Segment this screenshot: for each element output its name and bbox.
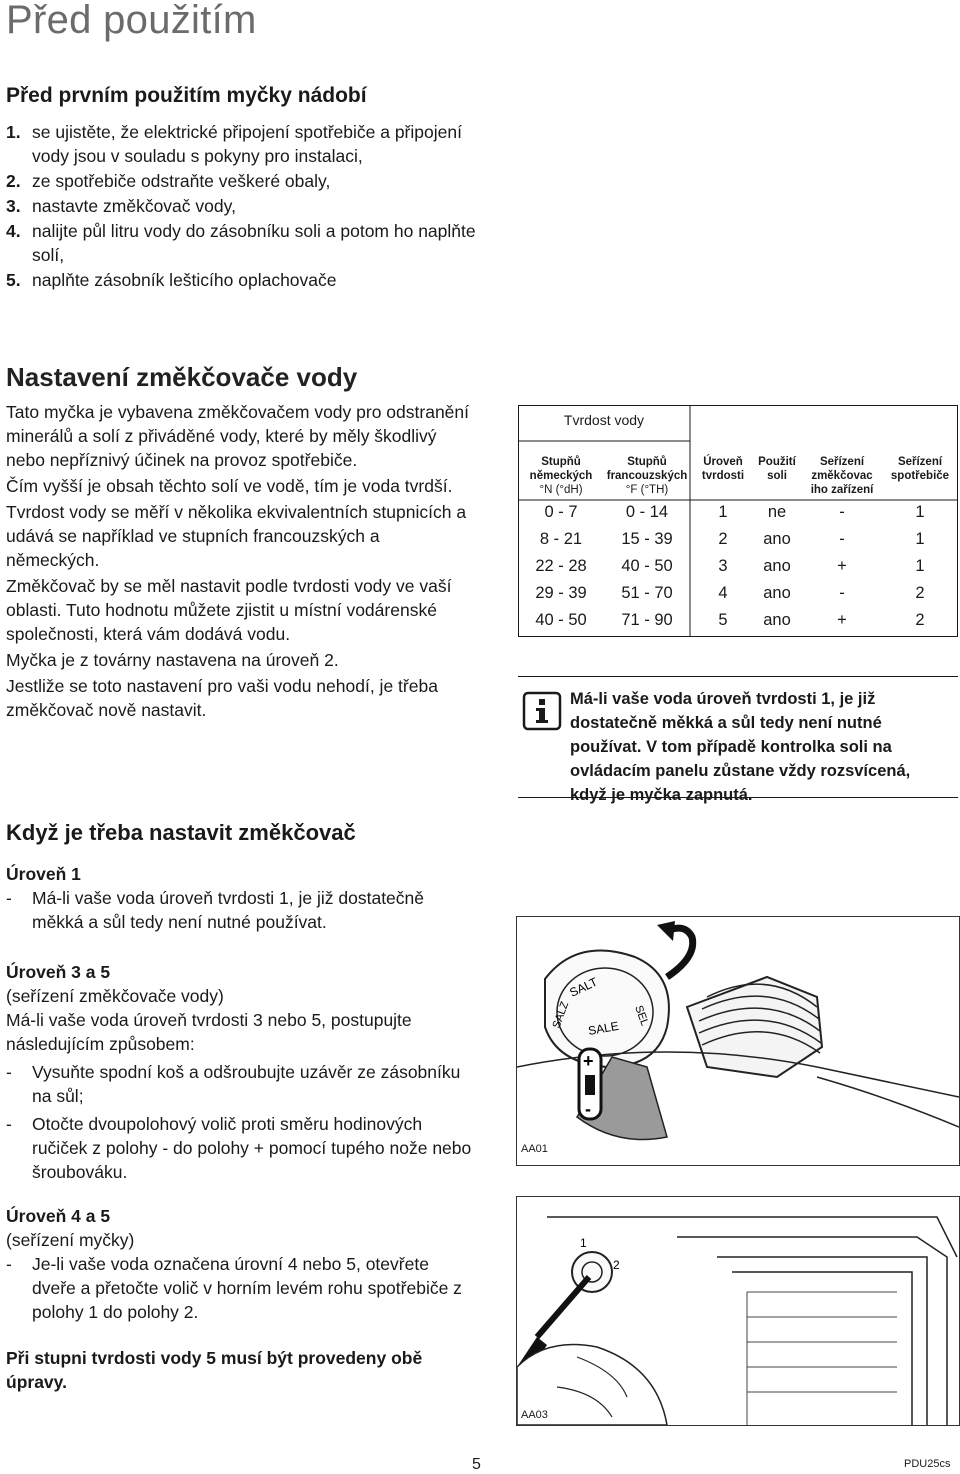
minus-symbol: -	[585, 1099, 591, 1119]
cap-text-sel: SEL	[632, 1003, 651, 1028]
paragraph: Tato myčka je vybavena změkčovačem vody pro odstranění minerálů a solí z přiváděné vody, které by měly škodlivý nebo nepříznivý účinek na provoz spotřebiče.	[6, 402, 469, 470]
col-header-appliance: Seřízení spotřebiče	[890, 456, 950, 482]
list-item: 4. nalijte půl litru vody do zásobníku soli a potom ho naplňte solí,	[6, 221, 476, 265]
level1-title: Úroveň 1	[6, 864, 81, 884]
list-item: - Má-li vaše voda úroveň tvrdosti 1, je již dostatečně měkká a sůl tedy není nutné používat.	[6, 888, 424, 932]
section2-body	[6, 400, 476, 724]
paragraph: Čím vyšší je obsah těchto solí ve vodě, tím je voda tvrdší.	[6, 476, 453, 496]
level1-block	[6, 862, 476, 934]
paragraph: Jestliže se toto nastavení pro vaši vodu nehodí, je třeba změkčovač nově nastavit.	[6, 676, 438, 720]
col-header-german: Stupňů německých °N (°dH)	[529, 456, 593, 496]
numbered-list	[6, 120, 476, 293]
paragraph: Tvrdost vody se měří v několika ekvivalentních stupnicích a udává se například ve stupních francouzských a německých.	[6, 502, 467, 570]
level35-subtitle: (seřízení změkčovače vody)	[6, 986, 224, 1006]
figure-salt-cap	[516, 916, 960, 1166]
section2-heading: Nastavení změkčovače vody	[6, 362, 358, 392]
door-illustration	[517, 1197, 959, 1425]
level35-title: Úroveň 3 a 5	[6, 962, 111, 982]
page-number: 5	[472, 1456, 481, 1473]
list-item: 1. se ujistěte, že elektrické připojení spotřebiče a připojení vody jsou v souladu s pokyny pro instalaci,	[6, 122, 462, 166]
list-item: - Otočte dvoupolohový volič proti směru hodinových ručiček z polohy - do polohy + pomocí tupého nože nebo šroubováku.	[6, 1114, 472, 1182]
info-text: Má-li vaše voda úroveň tvrdosti 1, je již dostatečně měkká a sůl tedy není nutné používat. V tom případě kontrolka soli na ovládacím panelu zůstane vždy rozsvícená, když je myčka zapnutá.	[570, 690, 911, 804]
dial-position-1: 1	[580, 1236, 587, 1250]
list-item: 3. nastavte změkčovač vody,	[6, 196, 236, 216]
list-item: - Je-li vaše voda označena úrovní 4 nebo 5, otevřete dveře a přetočte volič v horním levém rohu spotřebiče z polohy 1 do polohy 2.	[6, 1254, 462, 1322]
plus-symbol: +	[583, 1051, 594, 1071]
section3-heading: Když je třeba nastavit změkčovač	[6, 820, 356, 845]
list-item: - Vysuňte spodní koš a odšroubujte uzávěr ze zásobníku na sůl;	[6, 1062, 461, 1106]
level45-block	[6, 1204, 476, 1324]
level45-title: Úroveň 4 a 5	[6, 1206, 111, 1226]
level35-intro: Má-li vaše voda úroveň tvrdosti 3 nebo 5, postupujte následujícím způsobem:	[6, 1010, 412, 1054]
info-icon	[522, 691, 562, 731]
paragraph: Myčka je z továrny nastavena na úroveň 2.	[6, 650, 339, 670]
salt-cap-illustration	[517, 917, 959, 1165]
table-title: Tvrdost vody	[563, 412, 645, 428]
page-title: Před použitím	[6, 0, 257, 42]
level45-subtitle: (seřízení myčky)	[6, 1230, 135, 1250]
final-note: Při stupni tvrdosti vody 5 musí být provedeny obě úpravy.	[6, 1348, 423, 1392]
figure-label-aa03: AA03	[521, 1409, 548, 1421]
hardness-table: Tvrdost vody Stupňů německých °N (°dH) Stupňů francouzských °F (°TH) Úroveň tvrdosti Použití soli Seřízení změkčovac iho zařízení Seřízení spotřebiče 0 - 7 0 - 14 1 ne - 1 8 - 21 15 - 39 2 ano - 1 22 - 28 40 - 50 3 ano + 1 29 - 39 51 - 70 4 ano - 2 40 - 50 71 - 90 5 ano + 2	[518, 405, 958, 637]
cap-text-salz: SALZ	[550, 1000, 572, 1031]
figure-label-aa01: AA01	[521, 1143, 548, 1155]
col-header-salt: Použití soli	[758, 456, 796, 482]
info-note	[518, 676, 958, 804]
col-header-device: Seřízení změkčovac iho zařízení	[810, 456, 874, 496]
cap-text-salt: SALT	[567, 974, 600, 1000]
paragraph: Změkčovač by se měl nastavit podle tvrdosti vody ve vaší oblasti. Tuto hodnotu můžete zjistit u místní vodárenské společnosti, která vám dodává vodu.	[6, 576, 452, 644]
dial-position-2: 2	[613, 1258, 620, 1272]
figure-door-selector	[516, 1196, 960, 1426]
section1-heading: Před prvním použitím myčky nádobí	[6, 84, 367, 107]
cap-text-sale: SALE	[587, 1018, 620, 1038]
list-item: 2. ze spotřebiče odstraňte veškeré obaly,	[6, 171, 331, 191]
level35-block	[6, 960, 476, 1184]
col-header-level: Úroveň tvrdosti	[701, 456, 745, 482]
list-item: 5. naplňte zásobník lešticího oplachovače	[6, 270, 337, 290]
document-code: PDU25cs	[904, 1458, 951, 1470]
col-header-french: Stupňů francouzských °F (°TH)	[606, 456, 688, 496]
